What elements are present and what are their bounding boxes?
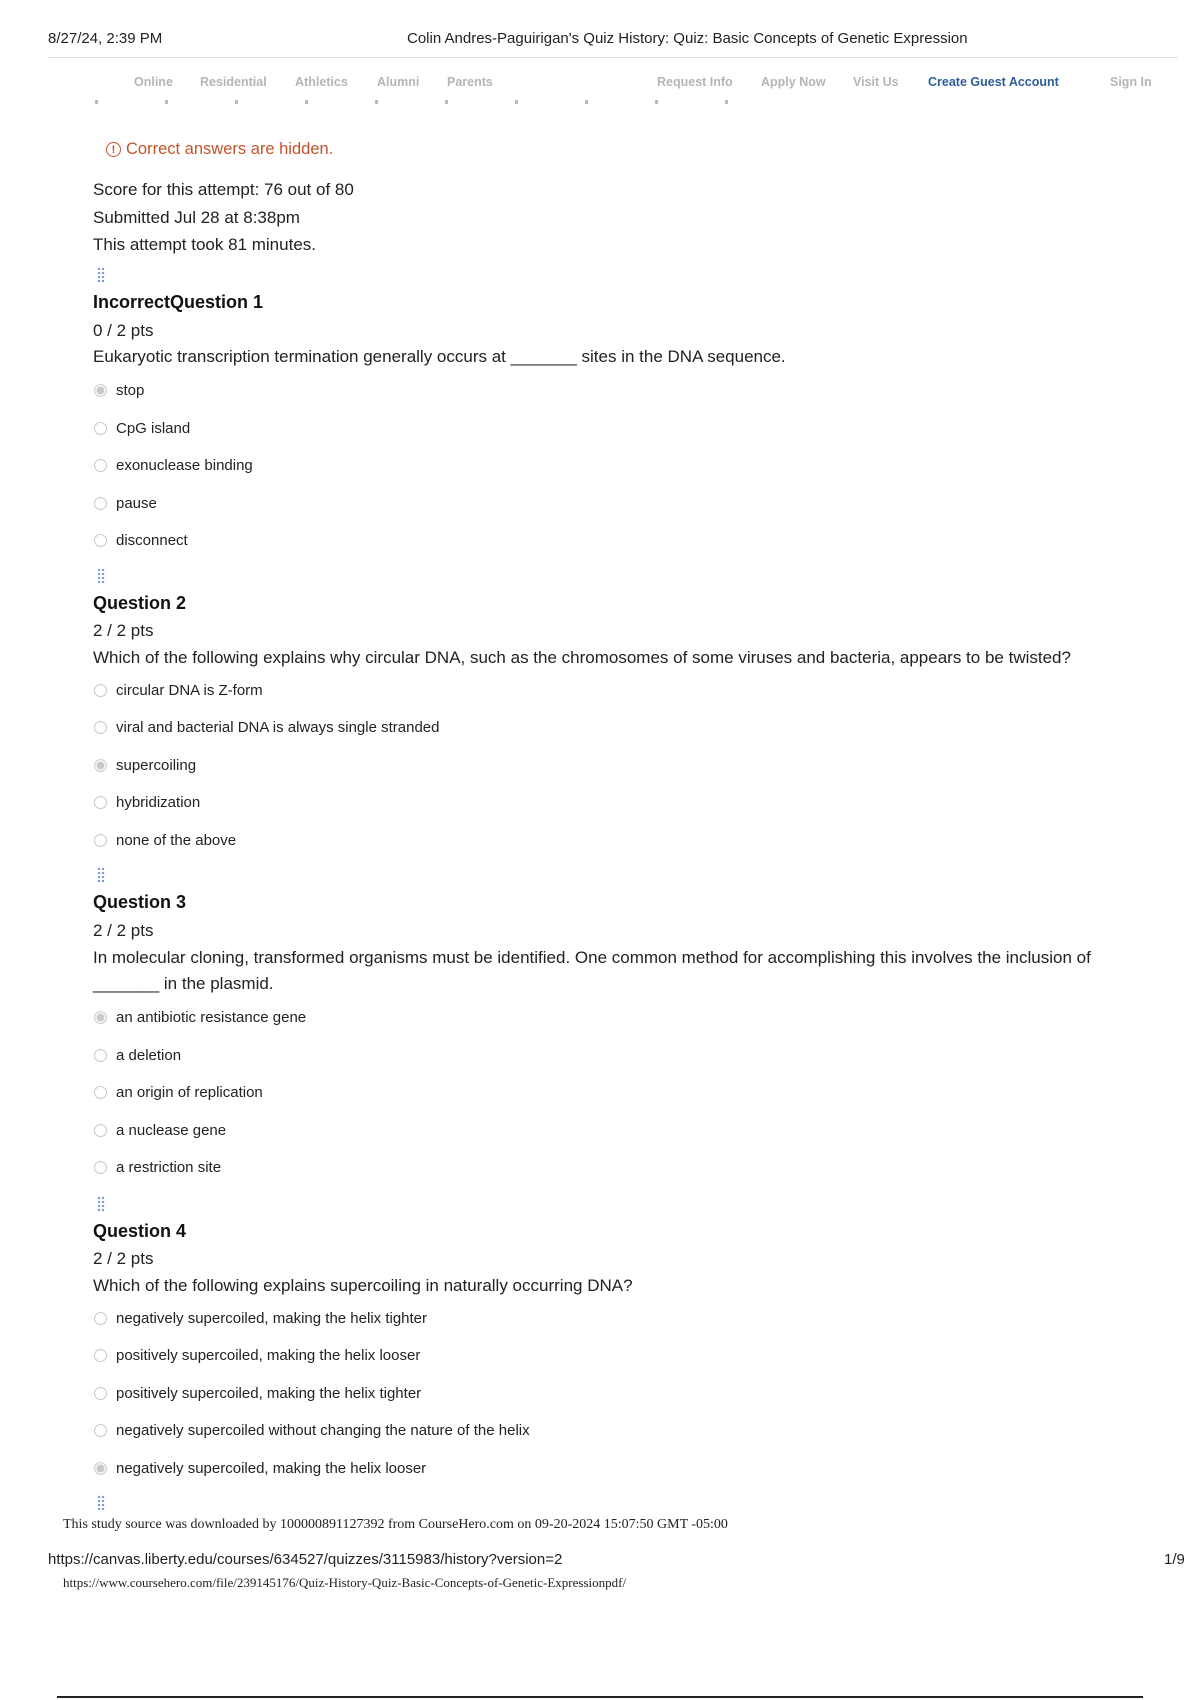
- radio-icon[interactable]: [94, 796, 107, 809]
- answer-option[interactable]: [94, 1310, 427, 1327]
- answer-option[interactable]: [94, 1159, 221, 1176]
- notice-text: Correct answers are hidden.: [126, 140, 334, 158]
- answer-option[interactable]: [94, 794, 200, 811]
- radio-selected-icon[interactable]: [94, 759, 107, 772]
- radio-selected-icon[interactable]: [94, 1462, 107, 1475]
- drag-handle-icon[interactable]: [97, 867, 105, 883]
- answer-option[interactable]: [94, 382, 144, 399]
- question-title: Question 4: [93, 1221, 187, 1241]
- answer-label: supercoiling: [116, 757, 197, 774]
- answer-option[interactable]: [94, 1122, 226, 1139]
- answer-label: hybridization: [116, 794, 201, 811]
- attempt-submitted: Submitted Jul 28 at 8:38pm: [93, 208, 300, 227]
- radio-icon[interactable]: [94, 1424, 107, 1437]
- answer-label: circular DNA is Z-form: [116, 682, 263, 699]
- nav-link-request-info[interactable]: Request Info: [657, 75, 733, 89]
- page-number: 1/9: [1164, 1551, 1185, 1568]
- nav-link-parents[interactable]: Parents: [447, 75, 493, 89]
- drag-handle-icon[interactable]: [97, 1196, 105, 1212]
- answer-option[interactable]: [94, 1385, 421, 1402]
- answer-option[interactable]: [94, 1422, 530, 1439]
- radio-icon[interactable]: [94, 422, 107, 435]
- radio-selected-icon[interactable]: [94, 384, 107, 397]
- print-title: Colin Andres-Paguirigan's Quiz History: Quiz: Basic Concepts of Genetic Expression: [407, 30, 968, 47]
- answer-option[interactable]: [94, 1009, 306, 1026]
- answer-label: an origin of replication: [116, 1084, 263, 1101]
- answer-label: disconnect: [116, 532, 188, 549]
- alert-circle-icon: !: [106, 142, 121, 157]
- cut-off-text-line: [95, 100, 735, 104]
- answer-label: pause: [116, 495, 157, 512]
- radio-icon[interactable]: [94, 1349, 107, 1362]
- answer-option[interactable]: [94, 1460, 426, 1477]
- radio-icon[interactable]: [94, 497, 107, 510]
- question-points: 2 / 2 pts: [93, 1249, 154, 1268]
- print-date: 8/27/24, 2:39 PM: [48, 30, 163, 47]
- answer-label: positively supercoiled, making the helix looser: [116, 1347, 421, 1364]
- question-points: 2 / 2 pts: [93, 921, 154, 940]
- answer-option[interactable]: [94, 495, 157, 512]
- nav-link-residential[interactable]: Residential: [200, 75, 267, 89]
- nav-link-athletics[interactable]: Athletics: [295, 75, 348, 89]
- question-text: Which of the following explains supercoiling in naturally occurring DNA?: [93, 1276, 633, 1295]
- answer-label: a nuclease gene: [116, 1122, 227, 1139]
- answer-label: negatively supercoiled, making the helix tighter: [116, 1310, 428, 1327]
- answer-label: an antibiotic resistance gene: [116, 1009, 307, 1026]
- answer-label: exonuclease binding: [116, 457, 253, 474]
- answer-label: viral and bacterial DNA is always single stranded: [116, 719, 440, 736]
- answer-option[interactable]: [94, 682, 263, 699]
- question-title: IncorrectQuestion 1: [93, 292, 264, 312]
- bottom-divider: [57, 1696, 1143, 1698]
- radio-selected-icon[interactable]: [94, 1011, 107, 1024]
- radio-icon[interactable]: [94, 1387, 107, 1400]
- answer-label: positively supercoiled, making the helix tighter: [116, 1385, 422, 1402]
- answer-label: negatively supercoiled without changing the nature of the helix: [116, 1422, 530, 1439]
- question-title: Question 3: [93, 892, 187, 912]
- answer-option[interactable]: [94, 1047, 181, 1064]
- radio-icon[interactable]: [94, 1312, 107, 1325]
- answer-label: a deletion: [116, 1047, 182, 1064]
- answer-label: none of the above: [116, 832, 237, 849]
- answer-option[interactable]: [94, 457, 253, 474]
- drag-handle-icon[interactable]: [97, 267, 105, 283]
- answer-label: CpG island: [116, 420, 191, 437]
- question-points: 2 / 2 pts: [93, 621, 154, 640]
- radio-icon[interactable]: [94, 1049, 107, 1062]
- attempt-duration: This attempt took 81 minutes.: [93, 235, 316, 254]
- radio-icon[interactable]: [94, 534, 107, 547]
- answer-label: negatively supercoiled, making the helix looser: [116, 1460, 427, 1477]
- answer-option[interactable]: [94, 420, 190, 437]
- coursehero-url[interactable]: https://www.coursehero.com/file/239145176/Quiz-History-Quiz-Basic-Concepts-of-Genetic-Expressionpdf/: [63, 1575, 627, 1590]
- nav-link-visit-us[interactable]: Visit Us: [853, 75, 899, 89]
- question-text: In molecular cloning, transformed organisms must be identified. One common method for accomplishing this involves the inclusion of _______ in the plasmid.: [93, 948, 1091, 993]
- nav-link-online[interactable]: Online: [134, 75, 173, 89]
- question-text: Eukaryotic transcription termination generally occurs at _______ sites in the DNA sequence.: [93, 347, 786, 366]
- radio-icon[interactable]: [94, 834, 107, 847]
- question-text: Which of the following explains why circular DNA, such as the chromosomes of some viruses and bacteria, appears to be twisted?: [93, 648, 1071, 667]
- radio-icon[interactable]: [94, 684, 107, 697]
- attempt-score: Score for this attempt: 76 out of 80: [93, 180, 354, 199]
- answer-option[interactable]: [94, 832, 236, 849]
- header-divider: [48, 57, 1178, 58]
- answer-option[interactable]: [94, 1084, 263, 1101]
- download-source-notice: This study source was downloaded by 100000891127392 from CourseHero.com on 09-20-2024 15:07:50 GMT -05:00: [63, 1517, 728, 1532]
- radio-icon[interactable]: [94, 459, 107, 472]
- question-title: Question 2: [93, 593, 187, 613]
- question-points: 0 / 2 pts: [93, 321, 154, 340]
- answer-option[interactable]: [94, 532, 188, 549]
- nav-link-alumni[interactable]: Alumni: [377, 75, 420, 89]
- sign-in-link[interactable]: Sign In: [1110, 75, 1152, 89]
- answer-option[interactable]: [94, 1347, 420, 1364]
- radio-icon[interactable]: [94, 1086, 107, 1099]
- answer-option[interactable]: [94, 757, 196, 774]
- correct-answers-hidden-notice: [106, 140, 333, 159]
- drag-handle-icon[interactable]: [97, 568, 105, 584]
- page-url: https://canvas.liberty.edu/courses/634527/quizzes/3115983/history?version=2: [48, 1551, 563, 1568]
- nav-link-apply-now[interactable]: Apply Now: [761, 75, 826, 89]
- drag-handle-icon[interactable]: [97, 1495, 105, 1511]
- answer-label: stop: [116, 382, 145, 399]
- radio-icon[interactable]: [94, 1161, 107, 1174]
- create-guest-account-link[interactable]: Create Guest Account: [928, 75, 1059, 89]
- answer-option[interactable]: [94, 719, 440, 736]
- answer-label: a restriction site: [116, 1159, 222, 1176]
- radio-icon[interactable]: [94, 721, 107, 734]
- radio-icon[interactable]: [94, 1124, 107, 1137]
